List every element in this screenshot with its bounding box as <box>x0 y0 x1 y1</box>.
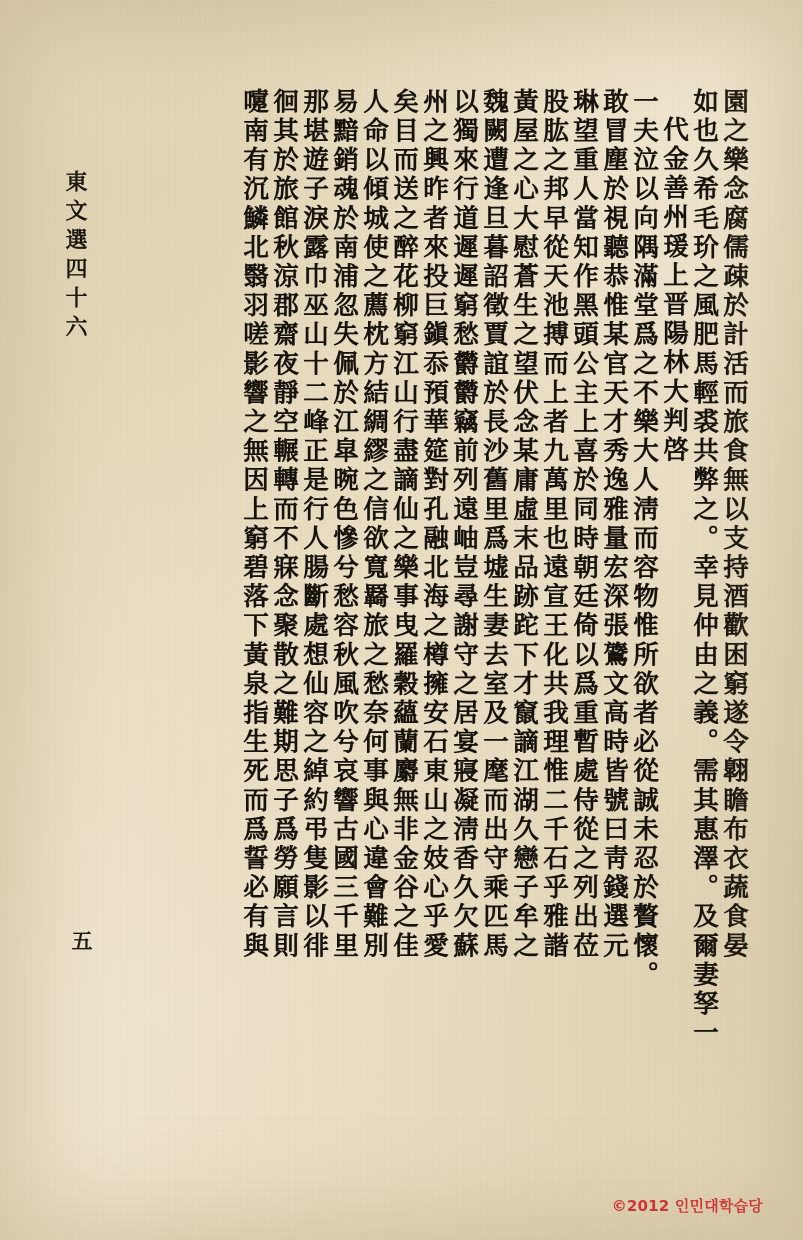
text-column: 以獨來行道遲遲窮愁欝欝竊前列遠岫豈尋謝守之居宴寢凝淸香久欠蘇 <box>449 88 479 961</box>
text-column: 人命以傾城使之薦枕方結綢繆之信欲寬羇旅之愁奈何事與心違會難別 <box>359 88 389 961</box>
text-column: 魏闕遭逢旦暮詔徵賈誼於長沙舊里爲墟生妻去室及一麾而出守乘匹馬 <box>479 88 509 961</box>
text-column: 矣目而送之醉花柳窮江山行盡謫仙之樂事曳羅穀蘊蘭麝無非金谷之佳 <box>389 88 419 961</box>
text-column: 那堪遊子淚露巾巫山十二峰正是行人腸斷處想仙容之綽約弔隻影以徘 <box>299 88 329 961</box>
text-column: 黃屋之心大慰蒼生之望伏念某庸虛末品跡跎下才竄謫江湖久戀子牟之 <box>509 88 539 961</box>
text-column: 如也久希毛玠之風肥馬輕裘共弊之。幸見仲由之義。需其惠澤。及爾妻孥一 <box>689 88 719 1049</box>
text-column: 州之興昨者來投巨鎭忝預華筵對孔融北海之樽擁安石東山之妓心乎愛 <box>419 88 449 961</box>
text-column: 股肱之邦早從天池搏而上者九萬里也遠宣王化共我理惟二千石乎雅諧 <box>539 88 569 961</box>
text-column: 園之樂念腐儒疎於計活而旅食無以支持酒歡困窮遂令翺瞻布衣蔬食晏 <box>719 88 749 961</box>
text-column: 琳望重人當知作黑頭公主上喜於同時朝廷倚以爲重暫處侍從之列出莅 <box>569 88 599 961</box>
vertical-text-block <box>104 88 749 1150</box>
folio-number: 五 <box>69 930 94 951</box>
text-column: 易黯銷魂於南浦忽失佩於江皐晼色慘兮愁容秋風吹兮哀響古國三千里 <box>329 88 359 961</box>
running-head-title: 東文選四十六 <box>62 170 88 344</box>
text-column: 敢冒塵於視聽恭惟某官天才秀逸雅量宏深張鷟文高時皆號曰靑錢選元 <box>599 88 629 961</box>
text-column-heading: 代金善州瑗上晋陽林大判啓 <box>659 116 689 466</box>
text-column: 嚔南有沉鱗北翳羽嗟影響之無因上窮碧落下黃泉指生死而爲誓必有與 <box>239 88 269 961</box>
copyright-stamp: ©2012 인민대학습당 <box>611 1197 763 1215</box>
text-column: 徊其於旅館秋涼郡齋夜靜空輾轉而不寐念聚散之難期思子爲勞願言則 <box>269 88 299 961</box>
text-column: 一夫泣以向隅滿堂爲之不樂大人淸而容物惟所欲者必從誠未忍於贅懷。 <box>629 88 659 991</box>
